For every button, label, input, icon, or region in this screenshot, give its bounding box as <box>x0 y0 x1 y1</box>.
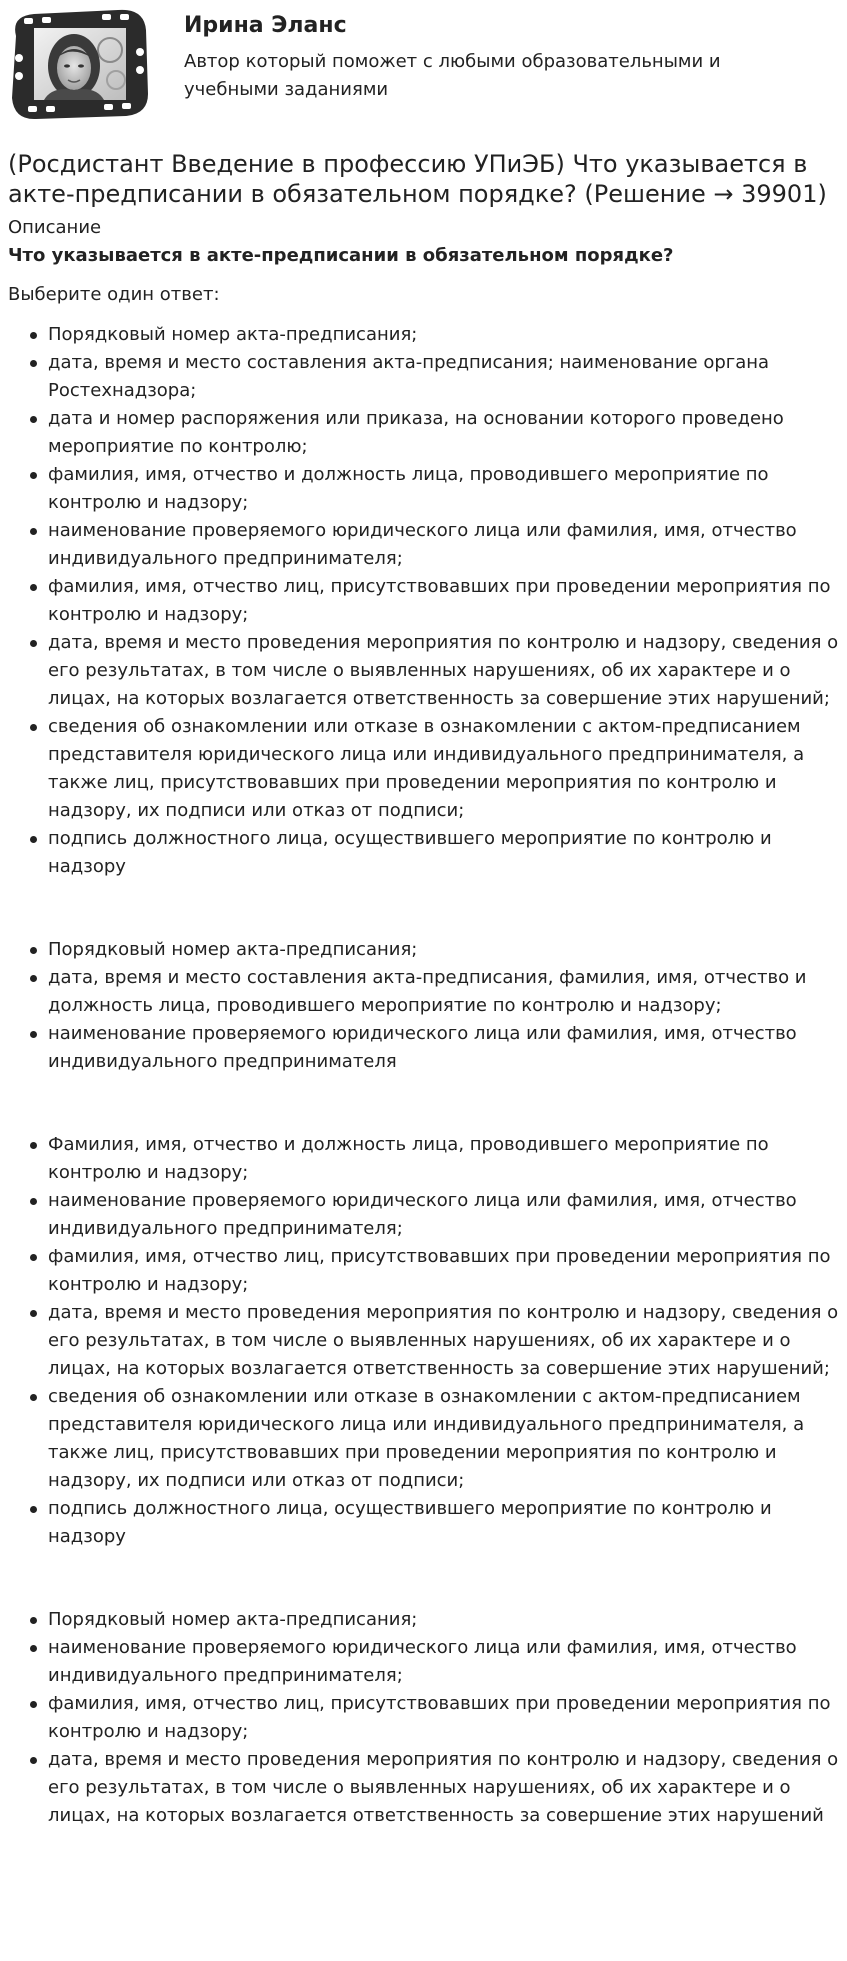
answer-options <box>0 321 847 1830</box>
list-item: Порядковый номер акта-предписания; <box>48 936 840 964</box>
author-description: Автор который поможет с любыми образовательными и учебными заданиями <box>184 51 721 100</box>
list-item: наименование проверяемого юридического лица или фамилия, имя, отчество индивидуального предпринимателя <box>48 1020 840 1076</box>
author-avatar[interactable] <box>6 6 151 121</box>
list-item: дата, время и место проведения мероприятия по контролю и надзору, сведения о его результатах, в том числе о выявленных нарушениях, об их характере и о лицах, на которых возлагается ответственность за совершение этих нарушений; <box>48 629 840 713</box>
list-item: сведения об ознакомлении или отказе в ознакомлении с актом-предписанием представителя юридического лица или индивидуального предпринимателя, а также лиц, присутствовавших при проведении мероприятия по контролю и надзору, их подписи или отказ от подписи; <box>48 713 840 825</box>
description-label: Описание <box>8 217 102 238</box>
list-item: Фамилия, имя, отчество и должность лица, проводившего мероприятие по контролю и надзору; <box>48 1131 840 1187</box>
list-item: подпись должностного лица, осуществившего мероприятие по контролю и надзору <box>48 825 840 881</box>
list-item: дата, время и место составления акта-предписания, фамилия, имя, отчество и должность лица, проводившего мероприятие по контролю и надзору; <box>48 964 840 1020</box>
list-item: подпись должностного лица, осуществившего мероприятие по контролю и надзору <box>48 1495 840 1551</box>
list-item: наименование проверяемого юридического лица или фамилия, имя, отчество индивидуального предпринимателя; <box>48 1187 840 1243</box>
list-item: дата, время и место проведения мероприятия по контролю и надзору, сведения о его результатах, в том числе о выявленных нарушениях, об их характере и о лицах, на которых возлагается ответственность за совершение этих нарушений; <box>48 1299 840 1383</box>
list-item: фамилия, имя, отчество лиц, присутствовавших при проведении мероприятия по контролю и надзору; <box>48 573 840 629</box>
answer-option-2 <box>0 936 840 1076</box>
list-item: фамилия, имя, отчество лиц, присутствовавших при проведении мероприятия по контролю и надзору; <box>48 1690 840 1746</box>
list-item: Порядковый номер акта-предписания; <box>48 1606 840 1634</box>
list-item: дата, время и место составления акта-предписания; наименование органа Ростехнадзора; <box>48 349 840 405</box>
question-text: Что указывается в акте-предписании в обязательном порядке? <box>8 245 674 266</box>
list-item: дата, время и место проведения мероприятия по контролю и надзору, сведения о его результатах, в том числе о выявленных нарушениях, об их характере и о лицах, на которых возлагается ответственность за совершение этих нарушений <box>48 1746 840 1830</box>
author-name[interactable]: Ирина Эланс <box>184 13 347 38</box>
list-item: Порядковый номер акта-предписания; <box>48 321 840 349</box>
list-item: фамилия, имя, отчество и должность лица, проводившего мероприятие по контролю и надзору; <box>48 461 840 517</box>
answer-option-1 <box>0 321 840 881</box>
list-item: наименование проверяемого юридического лица или фамилия, имя, отчество индивидуального предпринимателя; <box>48 1634 840 1690</box>
list-item: наименование проверяемого юридического лица или фамилия, имя, отчество индивидуального предпринимателя; <box>48 517 840 573</box>
list-item: фамилия, имя, отчество лиц, присутствовавших при проведении мероприятия по контролю и надзору; <box>48 1243 840 1299</box>
list-item: дата и номер распоряжения или приказа, на основании которого проведено мероприятие по контролю; <box>48 405 840 461</box>
author-block <box>0 0 847 125</box>
answer-prompt: Выберите один ответ: <box>8 284 220 305</box>
answer-option-4 <box>0 1606 840 1830</box>
list-item: сведения об ознакомлении или отказе в ознакомлении с актом-предписанием представителя юридического лица или индивидуального предпринимателя, а также лиц, присутствовавших при проведении мероприятия по контролю и надзору, их подписи или отказ от подписи; <box>48 1383 840 1495</box>
answer-option-3 <box>0 1131 840 1551</box>
page-title: (Росдистант Введение в профессию УПиЭБ) Что указывается в акте-предписании в обязательном порядке? (Решение → 39901) <box>8 150 827 208</box>
